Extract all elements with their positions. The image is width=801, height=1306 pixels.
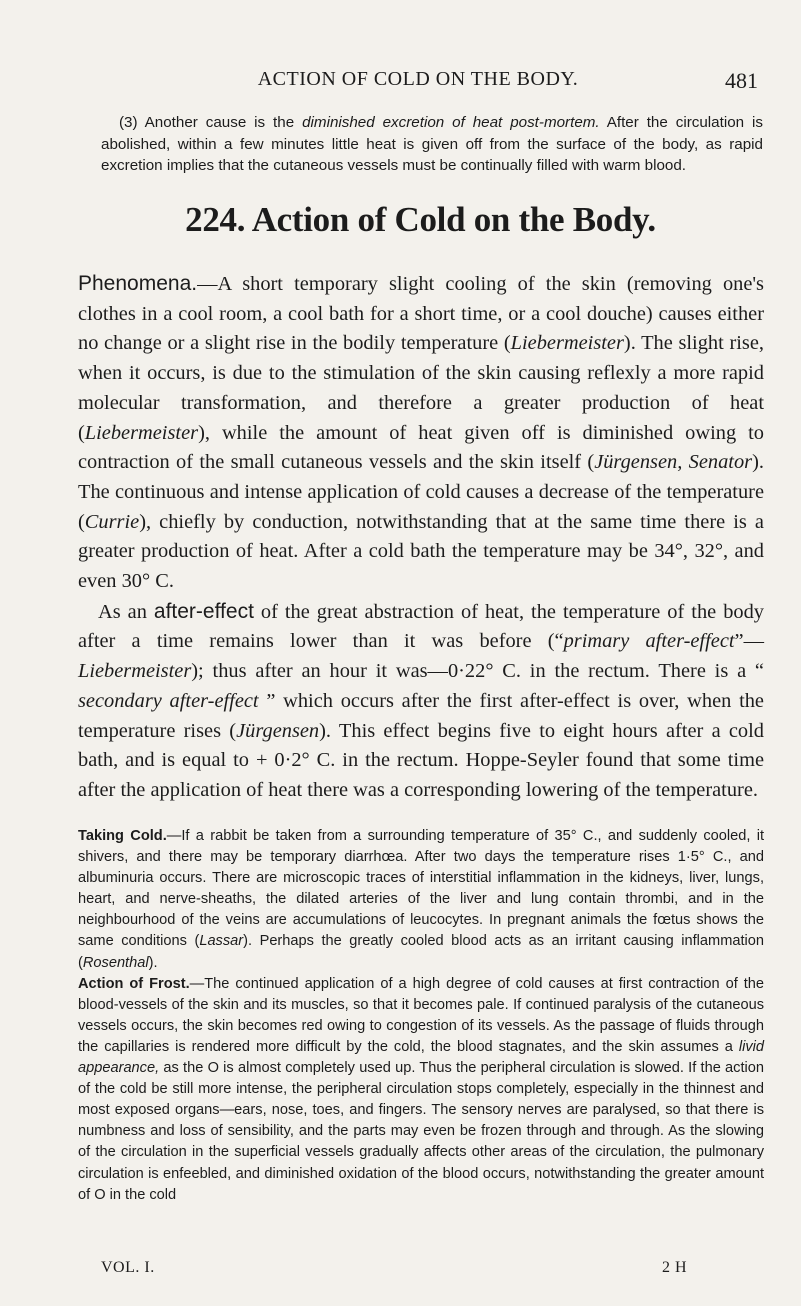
taking-cold-text-1: —If a rabbit be taken from a surrounding temperature of 35° C., and suddenly cooled, it shivers, and there may be temporary diarrhœa. After two days the temperature rises 1·5° C., and albuminuria occurs. There are microscopic traces of interstitial inflammation in the kidneys, liver, lungs, heart, and nerve-sheaths, the dilated arteries of the liver and lung contain thrombi, and in the neighbourhood of the veins are accumulations of leucocytes. In pregnant animals the fœtus shows the same conditions ( (78, 828, 765, 950)
frost-text-1: —The continued application of a high degree of cold causes at first contraction of the blood-vessels of the skin and its muscles, so that it becomes pale. If continued paralysis of the cutaneous vessels occurs, the skin becomes red owing to congestion of its vessels. As the passage of fluids through the capillaries is rendered more difficult by the cold, the blood stagnates, and the skin assumes a (78, 975, 764, 1055)
frost-heading: Action of Frost. (78, 975, 190, 992)
intro-emphasis: diminished excretion of heat post-mortem. (302, 114, 600, 131)
intro-text-1: (3) Another cause is the (119, 114, 303, 131)
after-effect-term: after-effect (153, 599, 254, 623)
taking-cold-text-3: ). (148, 954, 158, 971)
phenomena-heading: Phenomena. (78, 272, 198, 295)
running-head (78, 68, 758, 94)
citation: Liebermeister (510, 332, 624, 355)
citation: Liebermeister (78, 660, 192, 683)
after-effect-text-3: ”— (734, 630, 764, 653)
signature-mark: 2 H (661, 1259, 687, 1276)
phenomena-text-5: ), chiefly by conduction, notwithstanding that at the same time there is a greater production of heat. After a cold bath the temperature may be 34°, 32°, and even 30° C. (78, 510, 764, 593)
section-title: 224. Action of Cold on the Body. (185, 200, 656, 239)
main-text (78, 269, 764, 806)
citation: Rosenthal (82, 954, 149, 971)
citation: Jürgensen, Senator (594, 451, 753, 474)
taking-cold-text-2: ). Perhaps the greatly cooled blood acts as an irritant causing inflammation ( (78, 933, 764, 971)
phenomena-text-1: —A short temporary slight cooling of the skin (removing one's clothes in a cool room, a cool bath for a short time, or a cool douche) causes either no change or a slight rise in the bodily temperature ( (78, 273, 764, 355)
volume-label: VOL. I. (101, 1259, 155, 1276)
after-effect-text-4: ); thus after an hour it was—0·22° C. in the rectum. There is a “ (191, 660, 764, 683)
intro-paragraph (101, 112, 763, 177)
term-emphasis: primary after-effect (563, 630, 735, 653)
page-number: 481 (725, 68, 758, 93)
term-emphasis: livid appearance, (78, 1038, 764, 1077)
after-effect-paragraph (78, 597, 764, 806)
frost-paragraph (78, 974, 764, 1206)
after-effect-text-1: As an (98, 600, 154, 623)
phenomena-text-2: ). The slight rise, when it occurs, is due to the stimulation of the skin causing reflexly a more rapid molecular transformation, and therefore a greater production of heat ( (78, 332, 764, 444)
after-effect-text-2: of the great abstraction of heat, the temperature of the body after a time remains lower than it was before (“ (78, 600, 764, 653)
after-effect-text-6: ). This effect begins five to eight hours after a cold bath, and is equal to + 0·2° C. in the rectum. Hoppe-Seyler found that some time after the application of heat there was a corresponding lowering of the temperature. (78, 719, 764, 801)
phenomena-paragraph (78, 269, 764, 597)
citation: Liebermeister (84, 421, 199, 444)
running-title: ACTION OF COLD ON THE BODY. (257, 68, 579, 90)
phenomena-text-3: ), while the amount of heat given off is diminished owing to contraction of the small cutaneous vessels and the skin itself ( (78, 421, 764, 474)
frost-text-2: as the O is almost completely used up. Thus the peripheral circulation is slowed. If the action of the cold be still more intense, the peripheral circulation stops completely, especially in the thinnest and most exposed organs—ears, nose, toes, and fingers. The sensory nerves are paralysed, so that there is numbness and loss of sensibility, and the parts may even be frozen through and through. As the slowing of the circulation in the superficial vessels gradually affects other areas of the circulation, the pulmonary circulation is enfeebled, and diminished oxidation of the blood occurs, notwithstanding the greater amount of O in the cold (78, 1060, 764, 1203)
small-print (78, 826, 764, 1206)
citation: Lassar (199, 933, 244, 950)
phenomena-text-4: ). The continuous and intense application of cold causes a decrease of the temperature ( (78, 451, 764, 533)
taking-cold-heading: Taking Cold. (78, 828, 167, 844)
intro-text-2: After the circulation is abolished, within a few minutes little heat is given off from the surface of the body, as rapid excretion implies that the cutaneous vessels must be continually filled with warm blood. (101, 114, 763, 174)
taking-cold-paragraph (78, 826, 764, 974)
citation: Jürgensen (236, 719, 320, 742)
after-effect-text-5: ” which occurs after the first after-effect is over, when the temperature rises ( (78, 689, 764, 742)
citation: Currie (84, 510, 140, 533)
term-emphasis: secondary after-effect (78, 689, 259, 712)
footer-line (101, 1259, 687, 1281)
